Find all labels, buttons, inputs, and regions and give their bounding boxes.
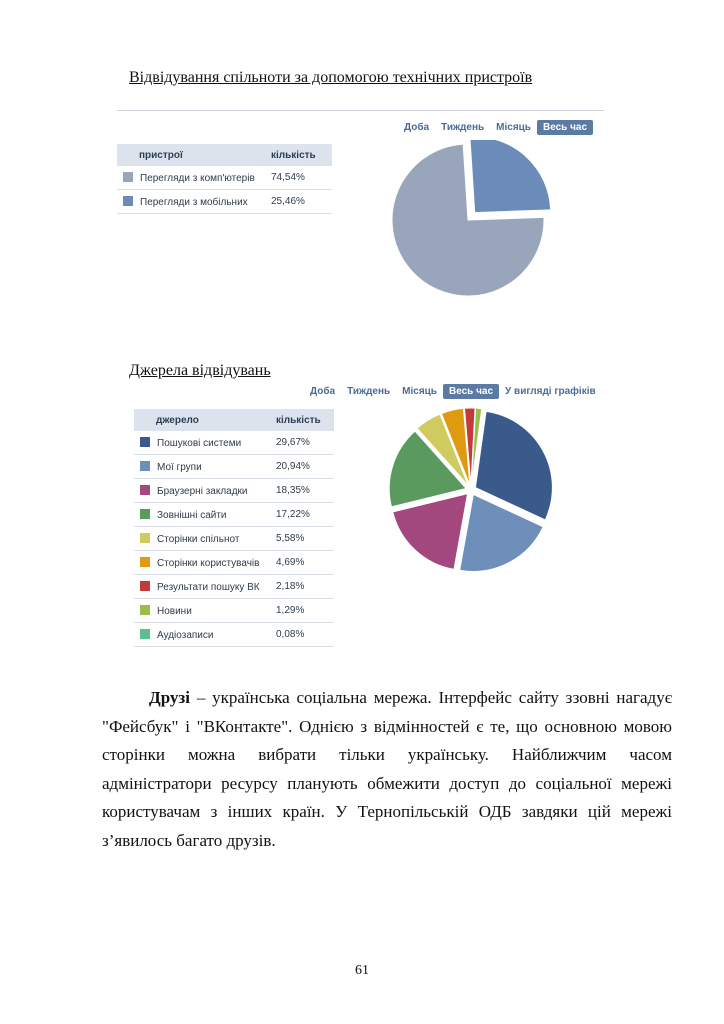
legend-swatch	[140, 605, 150, 615]
tab-s2-1[interactable]: Тиждень	[347, 386, 391, 397]
section1-divider	[117, 110, 604, 111]
pie-slice-1	[470, 140, 551, 213]
row-value: 18,35%	[270, 479, 334, 503]
pie-slice-2	[393, 494, 468, 570]
section2-period-tabs	[304, 384, 602, 399]
row-value: 29,67%	[270, 431, 334, 455]
legend-swatch	[140, 461, 150, 471]
tab-s2-0[interactable]: Доба	[310, 386, 336, 397]
row-label: Мої групи	[157, 461, 202, 473]
row-value: 5,58%	[270, 527, 334, 551]
table-row	[134, 455, 334, 479]
table-row	[134, 551, 334, 575]
legend-swatch	[123, 172, 133, 182]
paragraph-lead-term: Друзі	[149, 688, 190, 707]
row-label-cell	[134, 479, 270, 503]
paragraph-text: – українська соціальна мережа. Інтерфейс сайту ззовні нагадує "Фейсбук" і "ВКонтакте". Однією з відмінностей є те, що основною мовою сторінки можна вибрати тільки українську. Найближчим часом адміністратори ресурсу планують обмежити доступ до соціальної мережі користувачам з інших країн. У Тернопільській ОДБ завдяки цій мережі з’явилось багато друзів.	[102, 688, 672, 850]
row-label-cell	[117, 166, 265, 190]
table-row	[134, 623, 334, 647]
table-row	[134, 431, 334, 455]
row-label-cell	[134, 575, 270, 599]
tab-s1-2[interactable]: Місяць	[496, 122, 531, 133]
row-value: 20,94%	[270, 455, 334, 479]
row-label: Перегляди з комп'ютерів	[140, 172, 255, 184]
row-label: Браузерні закладки	[157, 485, 248, 497]
table-row	[117, 166, 332, 190]
row-label-cell	[134, 431, 270, 455]
legend-swatch	[123, 196, 133, 206]
tab-s1-0[interactable]: Доба	[404, 122, 430, 133]
row-label: Результати пошуку ВК	[157, 581, 260, 593]
row-value: 1,29%	[270, 599, 334, 623]
row-label: Пошукові системи	[157, 437, 242, 449]
legend-swatch	[140, 485, 150, 495]
sources-pie-chart	[385, 402, 565, 582]
row-value: 2,18%	[270, 575, 334, 599]
row-label-cell	[134, 551, 270, 575]
col-header-count: кількість	[270, 409, 334, 431]
legend-swatch	[140, 581, 150, 591]
table-row	[134, 479, 334, 503]
table-row	[134, 527, 334, 551]
row-label-cell	[117, 190, 265, 214]
tab-s1-1[interactable]: Тиждень	[441, 122, 485, 133]
section2-heading: Джерела відвідувань	[129, 362, 271, 379]
row-value: 4,69%	[270, 551, 334, 575]
tab-s2-4[interactable]: У вигляді графіків	[505, 386, 596, 397]
row-value: 74,54%	[265, 166, 332, 190]
row-label: Аудіозаписи	[157, 629, 214, 641]
table-header-row	[134, 409, 334, 431]
row-label: Сторінки користувачів	[157, 557, 260, 569]
row-label: Перегляди з мобільних	[140, 196, 248, 208]
devices-pie-chart	[385, 140, 565, 315]
row-label: Сторінки спільнот	[157, 533, 240, 545]
section1-devices-table	[117, 144, 332, 214]
section2-sources-table	[134, 409, 334, 647]
tab-s1-3[interactable]: Весь час	[537, 120, 593, 135]
tab-s2-3[interactable]: Весь час	[443, 384, 499, 399]
body-paragraph	[102, 684, 672, 856]
row-label: Новини	[157, 605, 192, 617]
tab-s2-2[interactable]: Місяць	[402, 386, 437, 397]
col-header-devices: пристрої	[117, 144, 265, 166]
page-number: 61	[355, 963, 369, 978]
row-value: 17,22%	[270, 503, 334, 527]
legend-swatch	[140, 533, 150, 543]
table-row	[134, 503, 334, 527]
col-header-count: кількість	[265, 144, 332, 166]
row-label: Зовнішні сайти	[157, 509, 227, 521]
row-label-cell	[134, 599, 270, 623]
legend-swatch	[140, 437, 150, 447]
table-row	[134, 575, 334, 599]
legend-swatch	[140, 557, 150, 567]
table-header-row	[117, 144, 332, 166]
row-value: 25,46%	[265, 190, 332, 214]
col-header-source: джерело	[134, 409, 270, 431]
table-row	[134, 599, 334, 623]
row-value: 0,08%	[270, 623, 334, 647]
legend-swatch	[140, 509, 150, 519]
legend-swatch	[140, 629, 150, 639]
row-label-cell	[134, 623, 270, 647]
section1-heading: Відвідування спільноти за допомогою технічних пристроїв	[129, 69, 533, 86]
row-label-cell	[134, 455, 270, 479]
table-row	[117, 190, 332, 214]
section1-period-tabs	[398, 120, 593, 135]
row-label-cell	[134, 527, 270, 551]
row-label-cell	[134, 503, 270, 527]
